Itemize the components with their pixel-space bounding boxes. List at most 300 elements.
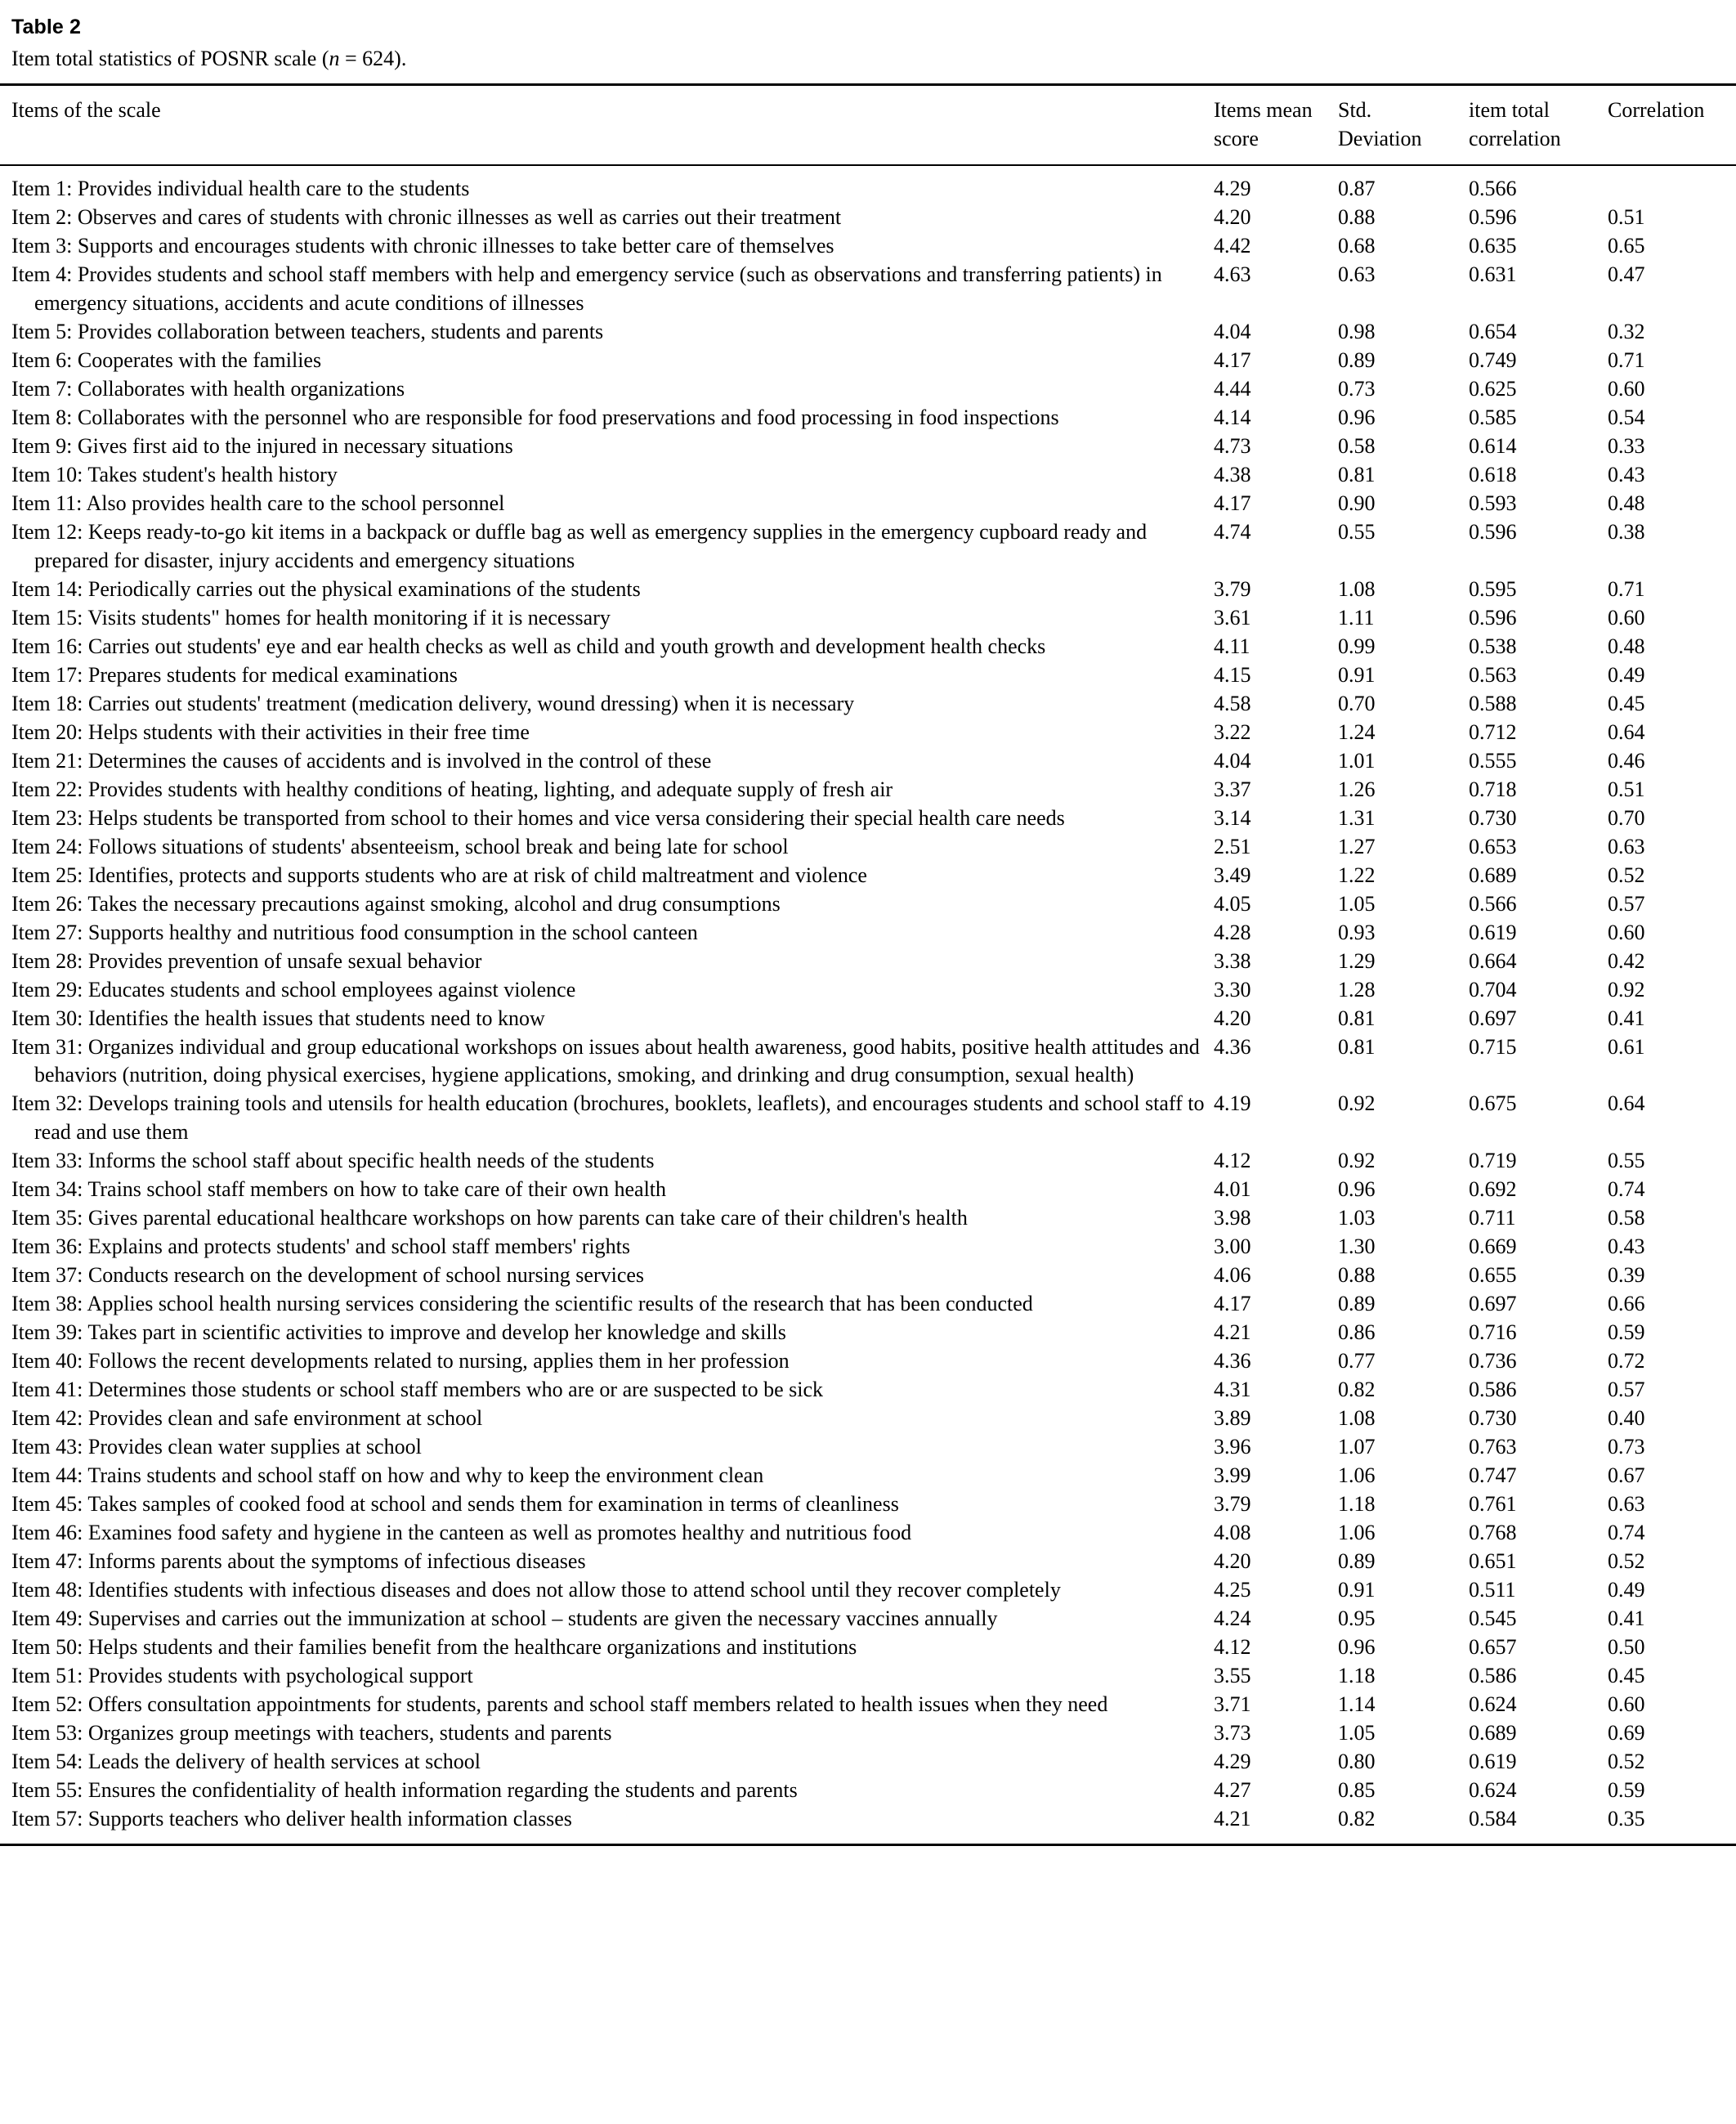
- cell-item-text: [0, 919, 1214, 948]
- table-row: [0, 862, 1736, 890]
- cell-item-text: [0, 604, 1214, 633]
- item-text: Item 3: Supports and encourages students with chronic illnesses to take better care of themselves: [11, 234, 834, 258]
- table-row: [0, 747, 1736, 776]
- cell-item-total-correlation: 0.593: [1469, 491, 1517, 516]
- cell-correlation: 0.41: [1608, 1606, 1645, 1630]
- cell-item-total-correlation: 0.566: [1469, 891, 1517, 916]
- cell-item-total-correlation: 0.625: [1469, 377, 1517, 401]
- item-text: Item 34: Trains school staff members on how to take care of their own health: [11, 1177, 667, 1202]
- table-row: [0, 1519, 1736, 1548]
- table-row: [0, 1662, 1736, 1691]
- column-header-items-mean-score: [1214, 85, 1338, 166]
- cell-item-text: [0, 1548, 1214, 1576]
- cell-item-total-correlation: 0.692: [1469, 1177, 1517, 1202]
- cell-item-text: [0, 1176, 1214, 1204]
- cell-item-total-correlation: 0.689: [1469, 863, 1517, 887]
- item-text: Item 16: Carries out students' eye and ear health checks as well as child and youth growth and development health checks: [11, 634, 1046, 658]
- column-header-sd-line2: Deviation: [1338, 126, 1422, 150]
- cell-items-mean-score: 3.96: [1214, 1435, 1251, 1459]
- cell-item-text: [0, 1748, 1214, 1777]
- cell-items-mean-score: 4.17: [1214, 348, 1251, 373]
- cell-item-text: [0, 804, 1214, 833]
- cell-items-mean-score: 4.14: [1214, 406, 1251, 430]
- cell-item-total-correlation: 0.596: [1469, 605, 1517, 630]
- cell-items-mean-score: 4.25: [1214, 1577, 1251, 1602]
- cell-item-text: [0, 1433, 1214, 1462]
- cell-std-deviation: 1.07: [1338, 1435, 1376, 1459]
- cell-std-deviation: 1.31: [1338, 805, 1376, 830]
- bottom-rule: [0, 1844, 1736, 1846]
- cell-std-deviation: 0.87: [1338, 177, 1376, 201]
- table-row: [0, 1233, 1736, 1261]
- cell-std-deviation: 0.81: [1338, 1006, 1376, 1030]
- cell-correlation: 0.48: [1608, 634, 1645, 658]
- column-header-mean-line2: score: [1214, 126, 1259, 150]
- table-row: [0, 404, 1736, 432]
- cell-std-deviation: 0.96: [1338, 1634, 1376, 1659]
- cell-item-text: [0, 1261, 1214, 1290]
- table-row: [0, 690, 1736, 719]
- cell-item-total-correlation: 0.704: [1469, 977, 1517, 1002]
- cell-correlation: 0.50: [1608, 1634, 1645, 1659]
- item-text: Item 55: Ensures the confidentiality of health information regarding the students and parents: [11, 1777, 798, 1802]
- table-row: [0, 804, 1736, 833]
- cell-item-total-correlation: 0.653: [1469, 834, 1517, 858]
- cell-item-total-correlation: 0.664: [1469, 948, 1517, 973]
- cell-std-deviation: 0.89: [1338, 348, 1376, 373]
- cell-item-text: [0, 976, 1214, 1005]
- table-row: [0, 261, 1736, 318]
- item-text: Item 54: Leads the delivery of health services at school: [11, 1749, 481, 1773]
- item-text: Item 4: Provides students and school staff members with help and emergency service (such as observations and transferring patients) in emergency situations, accidents and acute conditions of illnesses: [11, 262, 1162, 316]
- table-number-label: Table 2: [11, 16, 81, 38]
- table-row: [0, 490, 1736, 518]
- cell-std-deviation: 1.30: [1338, 1235, 1376, 1259]
- cell-correlation: [1608, 165, 1736, 204]
- cell-items-mean-score: 4.29: [1214, 1749, 1251, 1773]
- cell-correlation: 0.55: [1608, 1149, 1645, 1173]
- cell-items-mean-score: 4.58: [1214, 691, 1251, 715]
- cell-correlation: 0.60: [1608, 920, 1645, 944]
- cell-item-total-correlation: 0.586: [1469, 1663, 1517, 1687]
- item-text: Item 51: Provides students with psychological support: [11, 1663, 473, 1687]
- item-text: Item 43: Provides clean water supplies at school: [11, 1435, 422, 1459]
- item-text: Item 50: Helps students and their families benefit from the healthcare organizations and institutions: [11, 1634, 857, 1659]
- cell-correlation: 0.35: [1608, 1806, 1645, 1830]
- item-text: Item 5: Provides collaboration between teachers, students and parents: [11, 320, 604, 344]
- item-text: Item 27: Supports healthy and nutritious food consumption in the school canteen: [11, 920, 698, 944]
- cell-items-mean-score: 4.01: [1214, 1177, 1251, 1202]
- table-row: [0, 318, 1736, 347]
- cell-std-deviation: 0.80: [1338, 1749, 1376, 1773]
- cell-std-deviation: 0.86: [1338, 1320, 1376, 1345]
- cell-correlation: 0.51: [1608, 777, 1645, 801]
- cell-std-deviation: 1.05: [1338, 1720, 1376, 1745]
- item-text: Item 9: Gives first aid to the injured in necessary situations: [11, 434, 513, 459]
- cell-correlation: 0.43: [1608, 463, 1645, 487]
- cell-item-text: [0, 347, 1214, 375]
- item-text: Item 28: Provides prevention of unsafe sexual behavior: [11, 948, 482, 973]
- cell-items-mean-score: 4.08: [1214, 1520, 1251, 1544]
- cell-item-total-correlation: 0.730: [1469, 1406, 1517, 1431]
- cell-std-deviation: 1.06: [1338, 1520, 1376, 1544]
- cell-item-total-correlation: 0.716: [1469, 1320, 1517, 1345]
- cell-items-mean-score: 3.71: [1214, 1692, 1251, 1716]
- table-row: [0, 1176, 1736, 1204]
- table-row: [0, 432, 1736, 461]
- table-row: [0, 1433, 1736, 1462]
- cell-std-deviation: 0.95: [1338, 1606, 1376, 1630]
- cell-std-deviation: 0.89: [1338, 1292, 1376, 1316]
- item-text: Item 49: Supervises and carries out the immunization at school – students are given the necessary vaccines annually: [11, 1606, 998, 1630]
- cell-items-mean-score: 4.27: [1214, 1777, 1251, 1802]
- cell-items-mean-score: 4.20: [1214, 205, 1251, 230]
- cell-item-text: [0, 890, 1214, 919]
- cell-items-mean-score: 4.73: [1214, 434, 1251, 459]
- cell-item-total-correlation: 0.618: [1469, 463, 1517, 487]
- table-row: [0, 518, 1736, 576]
- table-body: [0, 165, 1736, 1844]
- item-text: Item 44: Trains students and school staff on how and why to keep the environment clean: [11, 1463, 764, 1488]
- item-text: Item 47: Informs parents about the symptoms of infectious diseases: [11, 1548, 586, 1573]
- item-text: Item 22: Provides students with healthy conditions of heating, lighting, and adequate supply of fresh air: [11, 777, 893, 801]
- table-row: [0, 1290, 1736, 1319]
- cell-std-deviation: 1.06: [1338, 1463, 1376, 1488]
- cell-correlation: 0.39: [1608, 1263, 1645, 1288]
- cell-item-text: [0, 1605, 1214, 1633]
- cell-std-deviation: 0.68: [1338, 234, 1376, 258]
- cell-item-total-correlation: 0.624: [1469, 1777, 1517, 1802]
- cell-correlation: 0.58: [1608, 1206, 1645, 1230]
- table-caption-block: [0, 15, 1736, 72]
- table-row: [0, 1005, 1736, 1033]
- cell-item-total-correlation: 0.588: [1469, 691, 1517, 715]
- cell-item-text: [0, 1662, 1214, 1691]
- cell-items-mean-score: 4.63: [1214, 262, 1251, 287]
- table-row: [0, 1405, 1736, 1433]
- cell-item-text: [0, 404, 1214, 432]
- column-header-itc-line1: item total: [1469, 98, 1550, 123]
- cell-items-mean-score: 3.00: [1214, 1235, 1251, 1259]
- cell-item-text: [0, 1290, 1214, 1319]
- cell-std-deviation: 0.96: [1338, 1177, 1376, 1202]
- cell-item-text: [0, 1576, 1214, 1605]
- cell-std-deviation: 1.08: [1338, 577, 1376, 602]
- cell-item-text: [0, 204, 1214, 232]
- cell-item-total-correlation: 0.596: [1469, 520, 1517, 544]
- cell-std-deviation: 0.82: [1338, 1806, 1376, 1830]
- table-row: [0, 204, 1736, 232]
- cell-item-text: [0, 518, 1214, 576]
- cell-std-deviation: 1.14: [1338, 1692, 1376, 1716]
- item-text: Item 23: Helps students be transported from school to their homes and vice versa considering their special health care needs: [11, 805, 1065, 830]
- table-footer-rule: [0, 1844, 1736, 1846]
- cell-correlation: 0.73: [1608, 1435, 1645, 1459]
- cell-correlation: 0.69: [1608, 1720, 1645, 1745]
- cell-item-text: [0, 747, 1214, 776]
- cell-item-total-correlation: 0.563: [1469, 662, 1517, 687]
- table-row: [0, 1376, 1736, 1405]
- cell-correlation: 0.59: [1608, 1320, 1645, 1345]
- cell-std-deviation: 0.91: [1338, 662, 1376, 687]
- cell-items-mean-score: 4.44: [1214, 377, 1251, 401]
- cell-item-text: [0, 490, 1214, 518]
- cell-item-text: [0, 375, 1214, 404]
- cell-correlation: 0.72: [1608, 1349, 1645, 1373]
- cell-item-text: [0, 1777, 1214, 1805]
- item-text: Item 41: Determines those students or school staff members who are or are suspected to be sick: [11, 1378, 824, 1402]
- cell-correlation: 0.52: [1608, 1548, 1645, 1573]
- cell-correlation: 0.46: [1608, 748, 1645, 773]
- table-row: [0, 576, 1736, 604]
- item-text: Item 53: Organizes group meetings with teachers, students and parents: [11, 1720, 612, 1745]
- cell-item-text: [0, 1633, 1214, 1662]
- cell-correlation: 0.64: [1608, 719, 1645, 744]
- cell-items-mean-score: 4.29: [1214, 177, 1251, 201]
- cell-correlation: 0.40: [1608, 1406, 1645, 1431]
- cell-items-mean-score: 4.15: [1214, 662, 1251, 687]
- cell-items-mean-score: 3.49: [1214, 863, 1251, 887]
- cell-item-text: [0, 432, 1214, 461]
- cell-correlation: 0.49: [1608, 662, 1645, 687]
- cell-item-text: [0, 661, 1214, 690]
- item-text: Item 26: Takes the necessary precautions against smoking, alcohol and drug consumptions: [11, 891, 781, 916]
- cell-items-mean-score: 4.74: [1214, 520, 1251, 544]
- cell-item-text: [0, 1405, 1214, 1433]
- cell-correlation: 0.45: [1608, 1663, 1645, 1687]
- table-row: [0, 1204, 1736, 1233]
- table-row: [0, 776, 1736, 804]
- item-text: Item 29: Educates students and school employees against violence: [11, 977, 576, 1002]
- cell-std-deviation: 0.92: [1338, 1149, 1376, 1173]
- cell-item-total-correlation: 0.545: [1469, 1606, 1517, 1630]
- cell-std-deviation: 0.81: [1338, 463, 1376, 487]
- cell-correlation: 0.59: [1608, 1777, 1645, 1802]
- item-text: Item 20: Helps students with their activities in their free time: [11, 719, 530, 744]
- cell-std-deviation: 1.01: [1338, 748, 1376, 773]
- column-header-items: [0, 85, 1214, 166]
- table-row: [0, 1605, 1736, 1633]
- cell-item-text: [0, 690, 1214, 719]
- table-row: [0, 1633, 1736, 1662]
- cell-item-total-correlation: 0.763: [1469, 1435, 1517, 1459]
- item-total-statistics-table: [0, 83, 1736, 1845]
- cell-item-total-correlation: 0.675: [1469, 1091, 1517, 1116]
- cell-items-mean-score: 3.30: [1214, 977, 1251, 1002]
- cell-items-mean-score: 4.20: [1214, 1006, 1251, 1030]
- cell-std-deviation: 0.89: [1338, 1548, 1376, 1573]
- cell-items-mean-score: 3.99: [1214, 1463, 1251, 1488]
- cell-std-deviation: 0.82: [1338, 1378, 1376, 1402]
- item-text: Item 48: Identifies students with infectious diseases and does not allow those to attend school until they recover completely: [11, 1577, 1061, 1602]
- cell-items-mean-score: 3.98: [1214, 1206, 1251, 1230]
- cell-std-deviation: 0.92: [1338, 1091, 1376, 1116]
- table-row: [0, 232, 1736, 261]
- table-row: [0, 948, 1736, 976]
- cell-item-text: [0, 1490, 1214, 1519]
- cell-items-mean-score: 4.19: [1214, 1091, 1251, 1116]
- cell-correlation: 0.33: [1608, 434, 1645, 459]
- cell-items-mean-score: 3.55: [1214, 1663, 1251, 1687]
- table-row: [0, 719, 1736, 747]
- cell-correlation: 0.60: [1608, 1692, 1645, 1716]
- table-caption-text: [11, 45, 1725, 73]
- table-row: [0, 633, 1736, 661]
- cell-correlation: 0.66: [1608, 1292, 1645, 1316]
- cell-item-total-correlation: 0.719: [1469, 1149, 1517, 1173]
- table-row: [0, 1319, 1736, 1347]
- cell-item-text: [0, 1347, 1214, 1376]
- table-row: [0, 1719, 1736, 1748]
- cell-item-text: [0, 461, 1214, 490]
- cell-std-deviation: 0.55: [1338, 520, 1376, 544]
- header-row: [0, 85, 1736, 166]
- cell-std-deviation: 1.08: [1338, 1406, 1376, 1431]
- cell-correlation: 0.57: [1608, 891, 1645, 916]
- cell-items-mean-score: 4.05: [1214, 891, 1251, 916]
- table-header: [0, 85, 1736, 166]
- cell-item-total-correlation: 0.584: [1469, 1806, 1517, 1830]
- item-text: Item 21: Determines the causes of accidents and is involved in the control of these: [11, 748, 712, 773]
- cell-correlation: 0.61: [1608, 1034, 1645, 1059]
- cell-std-deviation: 1.27: [1338, 834, 1376, 858]
- cell-items-mean-score: 4.17: [1214, 1292, 1251, 1316]
- table-row: [0, 604, 1736, 633]
- cell-item-total-correlation: 0.712: [1469, 719, 1517, 744]
- cell-std-deviation: 1.29: [1338, 948, 1376, 973]
- cell-correlation: 0.63: [1608, 1492, 1645, 1517]
- item-text: Item 39: Takes part in scientific activities to improve and develop her knowledge and skills: [11, 1320, 786, 1345]
- item-text: Item 46: Examines food safety and hygiene in the canteen as well as promotes healthy and nutritious food: [11, 1520, 912, 1544]
- table-row: [0, 347, 1736, 375]
- column-header-items-line1: Items of the scale: [11, 98, 161, 123]
- cell-item-total-correlation: 0.669: [1469, 1235, 1517, 1259]
- column-header-item-total-correlation: [1469, 85, 1608, 166]
- cell-correlation: 0.74: [1608, 1177, 1645, 1202]
- item-text: Item 37: Conducts research on the development of school nursing services: [11, 1263, 645, 1288]
- table-row: [0, 661, 1736, 690]
- table-row: [0, 833, 1736, 862]
- cell-item-total-correlation: 0.747: [1469, 1463, 1517, 1488]
- cell-correlation: 0.60: [1608, 605, 1645, 630]
- cell-item-text: [0, 165, 1214, 204]
- cell-item-text: [0, 719, 1214, 747]
- cell-item-total-correlation: 0.635: [1469, 234, 1517, 258]
- cell-correlation: 0.43: [1608, 1235, 1645, 1259]
- cell-item-text: [0, 1033, 1214, 1091]
- cell-item-text: [0, 1005, 1214, 1033]
- cell-item-total-correlation: 0.718: [1469, 777, 1517, 801]
- table-row: [0, 165, 1736, 204]
- item-text: Item 31: Organizes individual and group educational workshops on issues about health awareness, good habits, positive health attitudes and behaviors (nutrition, doing physical exercises, hygiene applications, smoking, and drinking and drug consumption, sexual health): [11, 1034, 1200, 1087]
- cell-item-total-correlation: 0.689: [1469, 1720, 1517, 1745]
- cell-std-deviation: 0.88: [1338, 1263, 1376, 1288]
- table-row: [0, 1090, 1736, 1147]
- item-text: Item 42: Provides clean and safe environment at school: [11, 1406, 483, 1431]
- cell-items-mean-score: 2.51: [1214, 834, 1251, 858]
- cell-item-total-correlation: 0.538: [1469, 634, 1517, 658]
- cell-std-deviation: 0.96: [1338, 406, 1376, 430]
- cell-correlation: 0.41: [1608, 1006, 1645, 1030]
- item-text: Item 45: Takes samples of cooked food at school and sends them for examination in terms of cleanliness: [11, 1492, 899, 1517]
- cell-std-deviation: 0.81: [1338, 1034, 1376, 1059]
- cell-item-text: [0, 1090, 1214, 1147]
- cell-items-mean-score: 3.79: [1214, 577, 1251, 602]
- cell-item-text: [0, 318, 1214, 347]
- cell-item-text: [0, 1691, 1214, 1719]
- cell-items-mean-score: 4.04: [1214, 748, 1251, 773]
- item-text: Item 38: Applies school health nursing services considering the scientific results of the research that has been conducted: [11, 1292, 1033, 1316]
- table-row: [0, 375, 1736, 404]
- cell-item-total-correlation: 0.711: [1469, 1206, 1516, 1230]
- cell-item-total-correlation: 0.596: [1469, 205, 1517, 230]
- cell-correlation: 0.64: [1608, 1091, 1645, 1116]
- column-header-sd-line1: Std.: [1338, 98, 1372, 123]
- cell-std-deviation: 0.70: [1338, 691, 1376, 715]
- cell-item-text: [0, 1376, 1214, 1405]
- cell-item-total-correlation: 0.631: [1469, 262, 1517, 287]
- cell-items-mean-score: 4.36: [1214, 1034, 1251, 1059]
- cell-items-mean-score: 4.28: [1214, 920, 1251, 944]
- table-row: [0, 1462, 1736, 1490]
- cell-correlation: 0.71: [1608, 577, 1645, 602]
- cell-items-mean-score: 3.73: [1214, 1720, 1251, 1745]
- cell-items-mean-score: 3.22: [1214, 719, 1251, 744]
- cell-correlation: 0.51: [1608, 205, 1645, 230]
- cell-std-deviation: 0.99: [1338, 634, 1376, 658]
- item-text: Item 14: Periodically carries out the physical examinations of the students: [11, 577, 641, 602]
- cell-std-deviation: 1.18: [1338, 1492, 1376, 1517]
- cell-item-total-correlation: 0.511: [1469, 1577, 1516, 1602]
- cell-item-text: [0, 633, 1214, 661]
- cell-items-mean-score: 4.20: [1214, 1548, 1251, 1573]
- footer-row: [0, 1844, 1736, 1846]
- cell-correlation: 0.63: [1608, 834, 1645, 858]
- cell-item-total-correlation: 0.697: [1469, 1006, 1517, 1030]
- cell-item-total-correlation: 0.555: [1469, 748, 1517, 773]
- item-text: Item 8: Collaborates with the personnel who are responsible for food preservations and food processing in food inspections: [11, 406, 1059, 430]
- cell-items-mean-score: 3.89: [1214, 1406, 1251, 1431]
- cell-item-total-correlation: 0.657: [1469, 1634, 1517, 1659]
- item-text: Item 15: Visits students" homes for health monitoring if it is necessary: [11, 605, 611, 630]
- cell-items-mean-score: 4.06: [1214, 1263, 1251, 1288]
- cell-items-mean-score: 4.17: [1214, 491, 1251, 516]
- cell-correlation: 0.71: [1608, 348, 1645, 373]
- item-text: Item 6: Cooperates with the families: [11, 348, 322, 373]
- table-row: [0, 1576, 1736, 1605]
- cell-item-total-correlation: 0.619: [1469, 1749, 1517, 1773]
- table-row: [0, 976, 1736, 1005]
- cell-item-total-correlation: 0.655: [1469, 1263, 1517, 1288]
- item-text: Item 18: Carries out students' treatment (medication delivery, wound dressing) when it is necessary: [11, 691, 855, 715]
- table-row: [0, 1777, 1736, 1805]
- cell-items-mean-score: 4.11: [1214, 634, 1251, 658]
- cell-items-mean-score: 4.21: [1214, 1806, 1251, 1830]
- table-row: [0, 1033, 1736, 1091]
- cell-std-deviation: 1.22: [1338, 863, 1376, 887]
- table-row: [0, 1548, 1736, 1576]
- cell-correlation: 0.57: [1608, 1378, 1645, 1402]
- item-text: Item 36: Explains and protects students' and school staff members' rights: [11, 1235, 630, 1259]
- item-text: Item 24: Follows situations of students' absenteeism, school break and being late for school: [11, 834, 789, 858]
- cell-item-total-correlation: 0.586: [1469, 1378, 1517, 1402]
- cell-item-total-correlation: 0.715: [1469, 1034, 1517, 1059]
- cell-correlation: 0.47: [1608, 262, 1645, 287]
- cell-std-deviation: 1.28: [1338, 977, 1376, 1002]
- cell-item-total-correlation: 0.654: [1469, 320, 1517, 344]
- cell-correlation: 0.67: [1608, 1463, 1645, 1488]
- cell-std-deviation: 0.85: [1338, 1777, 1376, 1802]
